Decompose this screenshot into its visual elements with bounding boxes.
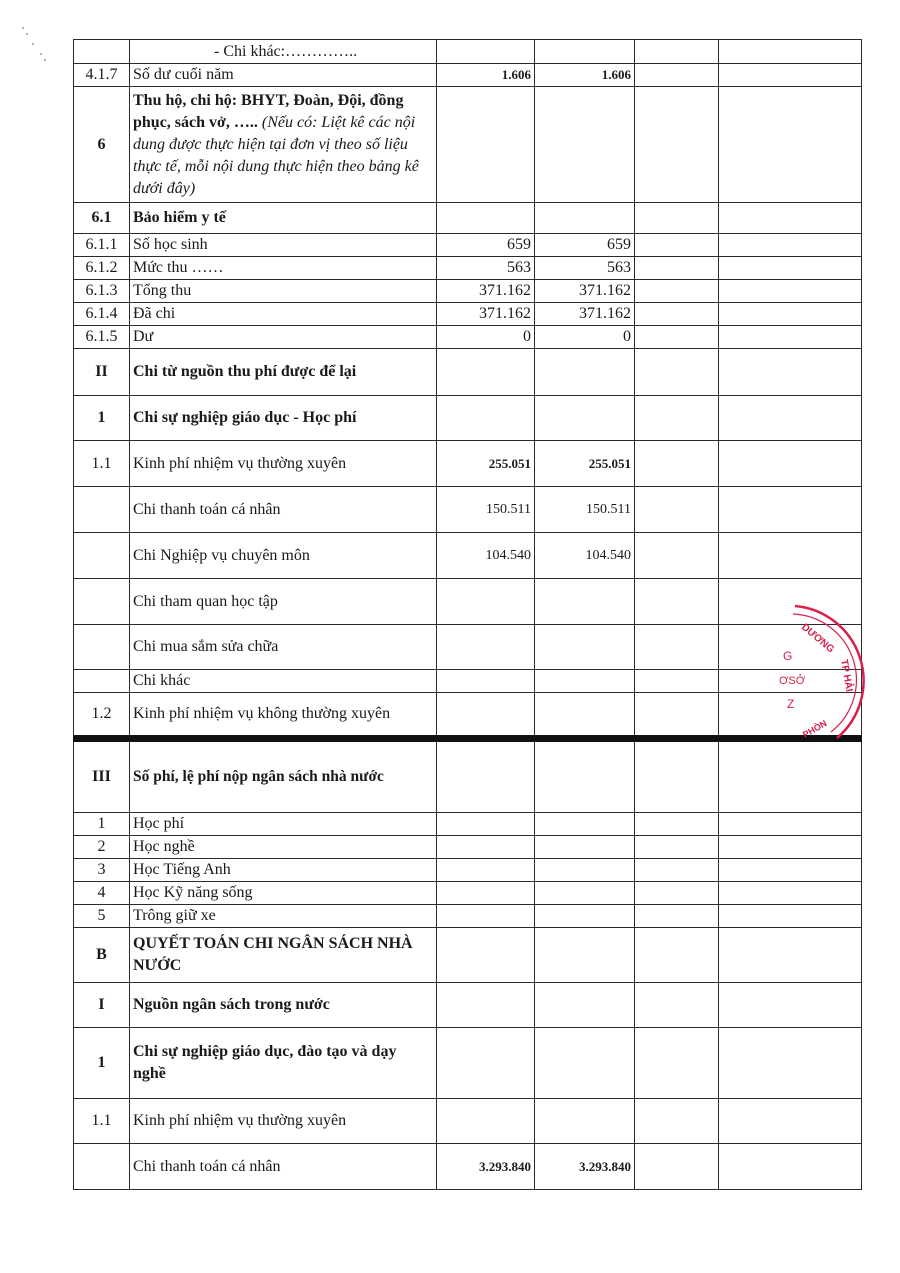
row-description: Kinh phí nhiệm vụ không thường xuyên <box>130 693 437 739</box>
value-col-3 <box>635 87 719 203</box>
value-col-3 <box>635 905 719 928</box>
table-row <box>74 928 862 983</box>
row-number <box>74 1144 130 1190</box>
row-number: III <box>74 739 130 813</box>
row-description: Chi từ nguồn thu phí được để lại <box>130 349 437 396</box>
row-description: Dư <box>130 326 437 349</box>
value-estimate: 150.511 <box>437 487 535 533</box>
row-description-note: (Nếu có: Liệt kê các nội dung được thực hiện tại đơn vị theo số liệu thực tế, mỗi nội dung thực hiện theo bảng kê dưới đây) <box>133 113 419 197</box>
value-col-4 <box>719 203 862 234</box>
row-description: Chi thanh toán cá nhân <box>130 487 437 533</box>
stamp-text-right: TP HẢI <box>838 658 855 693</box>
row-description: Số học sinh <box>130 234 437 257</box>
value-actual: 150.511 <box>535 487 635 533</box>
value-col-4 <box>719 234 862 257</box>
value-actual <box>535 905 635 928</box>
value-col-4 <box>719 1144 862 1190</box>
value-estimate <box>437 40 535 64</box>
table-row <box>74 859 862 882</box>
value-col-4 <box>719 40 862 64</box>
value-col-3 <box>635 303 719 326</box>
row-number: 1.1 <box>74 441 130 487</box>
value-col-4 <box>719 396 862 441</box>
value-col-3 <box>635 326 719 349</box>
row-number: 1.2 <box>74 693 130 739</box>
row-description: Chi sự nghiệp giáo dục, đào tạo và dạy nghề <box>130 1028 437 1099</box>
value-actual <box>535 625 635 670</box>
value-estimate <box>437 739 535 813</box>
table-row <box>74 487 862 533</box>
value-col-4 <box>719 87 862 203</box>
value-actual: 371.162 <box>535 303 635 326</box>
table-row <box>74 983 862 1028</box>
stamp-text-top: DƯƠNG <box>799 621 837 656</box>
value-col-4 <box>719 739 862 813</box>
row-number: B <box>74 928 130 983</box>
row-description: Chi tham quan học tập <box>130 579 437 625</box>
table-row <box>74 693 862 739</box>
value-col-4 <box>719 625 862 670</box>
value-actual <box>535 1028 635 1099</box>
value-col-4 <box>719 693 862 739</box>
row-description: Chi Nghiệp vụ chuyên môn <box>130 533 437 579</box>
value-estimate <box>437 625 535 670</box>
value-col-4 <box>719 928 862 983</box>
value-col-4 <box>719 349 862 396</box>
table-row <box>74 40 862 64</box>
value-estimate: 371.162 <box>437 280 535 303</box>
row-number <box>74 40 130 64</box>
row-number <box>74 533 130 579</box>
value-col-4 <box>719 836 862 859</box>
value-col-4 <box>719 882 862 905</box>
value-col-3 <box>635 40 719 64</box>
value-col-4 <box>719 905 862 928</box>
row-number: 6.1.2 <box>74 257 130 280</box>
value-estimate <box>437 836 535 859</box>
row-description: Chi khác <box>130 670 437 693</box>
value-estimate: 1.606 <box>437 64 535 87</box>
row-description: Học Tiếng Anh <box>130 859 437 882</box>
row-number: 1.1 <box>74 1099 130 1144</box>
value-estimate <box>437 693 535 739</box>
value-actual <box>535 579 635 625</box>
table-row <box>74 64 862 87</box>
value-col-4 <box>719 257 862 280</box>
row-number: 6.1.1 <box>74 234 130 257</box>
row-description: QUYẾT TOÁN CHI NGÂN SÁCH NHÀ NƯỚC <box>130 928 437 983</box>
value-col-4 <box>719 280 862 303</box>
table-row <box>74 203 862 234</box>
row-number: 6.1.3 <box>74 280 130 303</box>
row-description: Số phí, lệ phí nộp ngân sách nhà nước <box>130 739 437 813</box>
value-estimate: 659 <box>437 234 535 257</box>
row-description: - Chi khác:………….. <box>130 40 437 64</box>
value-actual: 104.540 <box>535 533 635 579</box>
table-row <box>74 813 862 836</box>
row-number: 4.1.7 <box>74 64 130 87</box>
value-actual: 371.162 <box>535 280 635 303</box>
value-col-3 <box>635 1144 719 1190</box>
row-number: 4 <box>74 882 130 905</box>
value-estimate: 563 <box>437 257 535 280</box>
row-number: 6.1 <box>74 203 130 234</box>
value-col-3 <box>635 928 719 983</box>
row-description: Kinh phí nhiệm vụ thường xuyên <box>130 1099 437 1144</box>
row-number: 1 <box>74 813 130 836</box>
table-row <box>74 280 862 303</box>
value-col-3 <box>635 813 719 836</box>
value-actual <box>535 87 635 203</box>
value-actual: 0 <box>535 326 635 349</box>
row-number: II <box>74 349 130 396</box>
value-actual <box>535 983 635 1028</box>
row-number <box>74 487 130 533</box>
value-estimate <box>437 928 535 983</box>
value-col-3 <box>635 533 719 579</box>
table-row <box>74 87 862 203</box>
value-col-4 <box>719 859 862 882</box>
table-row <box>74 625 862 670</box>
row-number: 1 <box>74 396 130 441</box>
value-estimate: 371.162 <box>437 303 535 326</box>
table-row <box>74 905 862 928</box>
row-number: 1 <box>74 1028 130 1099</box>
table-row <box>74 739 862 813</box>
value-estimate: 3.293.840 <box>437 1144 535 1190</box>
value-col-4 <box>719 533 862 579</box>
row-number: 6 <box>74 87 130 203</box>
value-estimate <box>437 1099 535 1144</box>
value-col-3 <box>635 257 719 280</box>
stamp-glyph-g: G <box>783 649 793 663</box>
value-col-3 <box>635 859 719 882</box>
value-actual: 659 <box>535 234 635 257</box>
value-estimate <box>437 905 535 928</box>
value-col-4 <box>719 64 862 87</box>
row-number: 3 <box>74 859 130 882</box>
row-description: Chi sự nghiệp giáo dục - Học phí <box>130 396 437 441</box>
row-number: 6.1.5 <box>74 326 130 349</box>
table-row <box>74 303 862 326</box>
value-col-3 <box>635 882 719 905</box>
row-description: Học nghề <box>130 836 437 859</box>
value-estimate <box>437 859 535 882</box>
value-estimate <box>437 813 535 836</box>
table-row <box>74 257 862 280</box>
row-description: Kinh phí nhiệm vụ thường xuyên <box>130 441 437 487</box>
settlement-table <box>73 39 862 1190</box>
table-row <box>74 882 862 905</box>
value-col-3 <box>635 1028 719 1099</box>
value-actual: 255.051 <box>535 441 635 487</box>
value-actual <box>535 203 635 234</box>
value-col-3 <box>635 441 719 487</box>
value-col-4 <box>719 983 862 1028</box>
value-col-4 <box>719 441 862 487</box>
value-col-3 <box>635 739 719 813</box>
value-actual <box>535 693 635 739</box>
table-row <box>74 579 862 625</box>
value-col-3 <box>635 280 719 303</box>
value-col-3 <box>635 579 719 625</box>
value-col-3 <box>635 487 719 533</box>
row-description: Số dư cuối năm <box>130 64 437 87</box>
value-col-3 <box>635 983 719 1028</box>
value-col-4 <box>719 487 862 533</box>
value-col-3 <box>635 64 719 87</box>
row-number <box>74 579 130 625</box>
value-col-4 <box>719 1028 862 1099</box>
value-estimate <box>437 396 535 441</box>
table-row <box>74 1144 862 1190</box>
table-row <box>74 326 862 349</box>
row-number: 6.1.4 <box>74 303 130 326</box>
value-col-4 <box>719 813 862 836</box>
value-estimate <box>437 983 535 1028</box>
row-description: Đã chi <box>130 303 437 326</box>
scan-specks <box>20 25 50 65</box>
row-description: Trông giữ xe <box>130 905 437 928</box>
stamp-glyph-so: ƠSỞ <box>779 675 806 687</box>
row-description: Chi mua sắm sửa chữa <box>130 625 437 670</box>
value-estimate: 255.051 <box>437 441 535 487</box>
value-estimate <box>437 579 535 625</box>
value-col-3 <box>635 670 719 693</box>
row-description: Nguồn ngân sách trong nước <box>130 983 437 1028</box>
value-estimate <box>437 87 535 203</box>
value-actual <box>535 813 635 836</box>
value-actual: 563 <box>535 257 635 280</box>
table-row <box>74 396 862 441</box>
table-row <box>74 533 862 579</box>
stamp-glyph-n: Z <box>787 697 795 711</box>
table-row <box>74 836 862 859</box>
value-actual <box>535 396 635 441</box>
value-actual <box>535 739 635 813</box>
stamp-text-bottom: PHÒN <box>801 718 829 740</box>
row-description <box>130 87 437 203</box>
row-description: Bảo hiểm y tế <box>130 203 437 234</box>
value-col-3 <box>635 625 719 670</box>
value-col-3 <box>635 234 719 257</box>
value-col-3 <box>635 349 719 396</box>
value-col-4 <box>719 670 862 693</box>
value-actual: 1.606 <box>535 64 635 87</box>
value-estimate <box>437 349 535 396</box>
row-number <box>74 670 130 693</box>
value-col-3 <box>635 203 719 234</box>
value-estimate <box>437 1028 535 1099</box>
value-actual <box>535 836 635 859</box>
value-actual <box>535 882 635 905</box>
value-actual <box>535 349 635 396</box>
row-number: 2 <box>74 836 130 859</box>
row-description: Học phí <box>130 813 437 836</box>
table-row <box>74 441 862 487</box>
table-row <box>74 1099 862 1144</box>
value-col-4 <box>719 1099 862 1144</box>
row-description: Mức thu …… <box>130 257 437 280</box>
row-number: 5 <box>74 905 130 928</box>
row-description: Học Kỹ năng sống <box>130 882 437 905</box>
value-col-4 <box>719 579 862 625</box>
row-number <box>74 625 130 670</box>
row-description: Chi thanh toán cá nhân <box>130 1144 437 1190</box>
row-description-bold: Thu hộ, chi hộ: BHYT, Đoàn, Đội, đồng phục, sách vở, ….. <box>133 91 404 131</box>
value-col-3 <box>635 396 719 441</box>
value-col-4 <box>719 303 862 326</box>
value-estimate: 0 <box>437 326 535 349</box>
row-number: I <box>74 983 130 1028</box>
row-description: Tổng thu <box>130 280 437 303</box>
value-actual <box>535 40 635 64</box>
value-estimate <box>437 670 535 693</box>
value-actual <box>535 859 635 882</box>
value-actual <box>535 670 635 693</box>
value-estimate: 104.540 <box>437 533 535 579</box>
value-actual <box>535 928 635 983</box>
value-actual: 3.293.840 <box>535 1144 635 1190</box>
value-col-3 <box>635 693 719 739</box>
table-row <box>74 234 862 257</box>
value-col-4 <box>719 326 862 349</box>
value-estimate <box>437 203 535 234</box>
table-row <box>74 349 862 396</box>
value-actual <box>535 1099 635 1144</box>
table-row <box>74 1028 862 1099</box>
value-col-3 <box>635 1099 719 1144</box>
value-estimate <box>437 882 535 905</box>
table-row <box>74 670 862 693</box>
value-col-3 <box>635 836 719 859</box>
